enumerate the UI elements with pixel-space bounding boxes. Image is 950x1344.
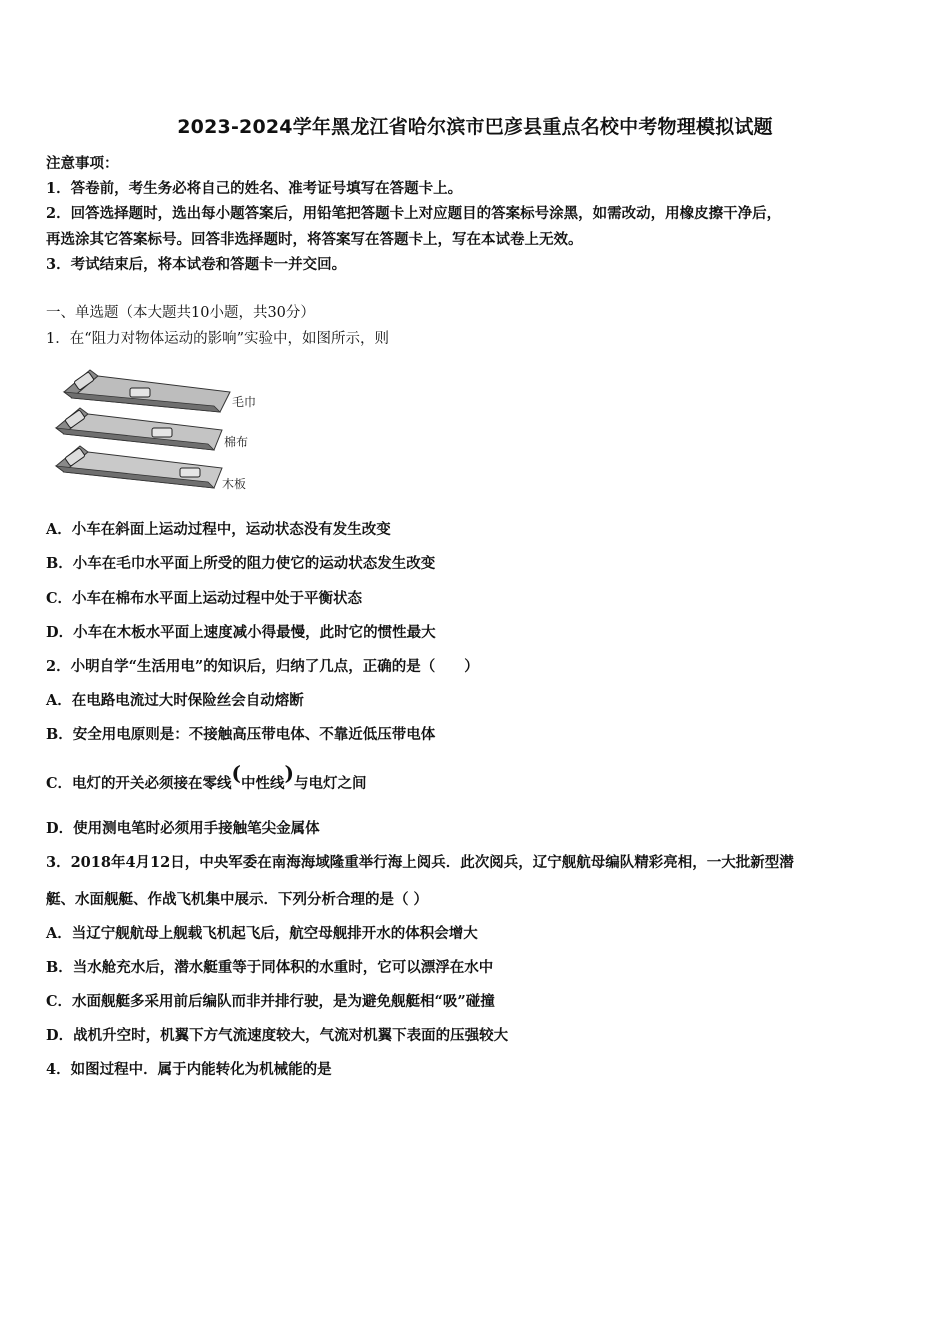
q2-option-c-pre: C．电灯的开关必须接在零线 [46, 775, 232, 792]
q2-option-b: B．安全用电原则是：不接触高压带电体、不靠近低压带电体 [46, 726, 436, 743]
ramp-wood [56, 446, 246, 491]
section-heading: 一、单选题（本大题共10小题，共30分） [46, 305, 315, 321]
q3-option-a: A．当辽宁舰航母上舰载飞机起飞后，航空母舰排开水的体积会增大 [46, 925, 478, 942]
ramp-cotton [56, 408, 248, 450]
label-wood: 木板 [222, 477, 247, 491]
notice-item: 再选涂其它答案标号。回答非选择题时，将答案写在答题卡上，写在本试卷上无效。 [46, 231, 583, 248]
page-title: 2023-2024学年黑龙江省哈尔滨市巴彦县重点名校中考物理模拟试题 [177, 116, 773, 138]
q2-option-d: D．使用测电笔时必须用手接触笔尖金属体 [46, 820, 320, 837]
q2-option-a: A．在电路电流过大时保险丝会自动熔断 [46, 692, 304, 709]
question-3-stem-line-2: 艇、水面舰艇、作战飞机集中展示．下列分析合理的是（ ） [46, 891, 429, 908]
q2-option-c-mid: 中性线 [241, 775, 285, 792]
paren-close: ) [284, 761, 294, 785]
q3-option-b: B．当水舱充水后，潜水艇重等于同体积的水重时，它可以漂浮在水中 [46, 959, 494, 976]
ramp-towel [64, 370, 256, 412]
q2-option-c-post: 与电灯之间 [293, 775, 367, 792]
ramp-experiment-figure [50, 362, 260, 502]
question-2-stem: 2．小明自学“生活用电”的知识后，归纳了几点，正确的是（ ） [46, 658, 479, 675]
label-cotton: 棉布 [224, 435, 249, 449]
question-1-stem: 1．在“阻力对物体运动的影响”实验中，如图所示，则 [46, 331, 390, 347]
q1-option-d: D．小车在木板水平面上速度减小得最慢，此时它的惯性最大 [46, 624, 436, 641]
question-4-stem: 4．如图过程中．属于内能转化为机械能的是 [46, 1061, 332, 1078]
label-towel: 毛巾 [232, 395, 257, 409]
q1-option-c: C．小车在棉布水平面上运动过程中处于平衡状态 [46, 590, 363, 607]
q3-option-d: D．战机升空时，机翼下方气流速度较大，气流对机翼下表面的压强较大 [46, 1027, 509, 1044]
question-3-stem-line-1: 3．2018年4月12日，中央军委在南海海域隆重举行海上阅兵．此次阅兵，辽宁舰航母编队精彩亮相，一大批新型潜 [46, 854, 794, 871]
notice-item: 2．回答选择题时，选出每小题答案后，用铅笔把答题卡上对应题目的答案标号涂黑，如需改动，用橡皮擦干净后， [46, 205, 782, 222]
q1-option-a: A．小车在斜面上运动过程中，运动状态没有发生改变 [46, 521, 391, 538]
notice-heading: 注意事项： [46, 155, 119, 172]
q3-option-c: C．水面舰艇多采用前后编队而非并排行驶，是为避免舰艇相“吸”碰撞 [46, 993, 495, 1010]
q1-option-b: B．小车在毛巾水平面上所受的阻力使它的运动状态发生改变 [46, 555, 436, 572]
notice-item: 3．考试结束后，将本试卷和答题卡一并交回。 [46, 256, 347, 273]
q2-option-c [46, 761, 367, 793]
paren-open: ( [231, 761, 242, 785]
notice-item: 1．答卷前，考生务必将自己的姓名、准考证号填写在答题卡上。 [46, 180, 463, 197]
